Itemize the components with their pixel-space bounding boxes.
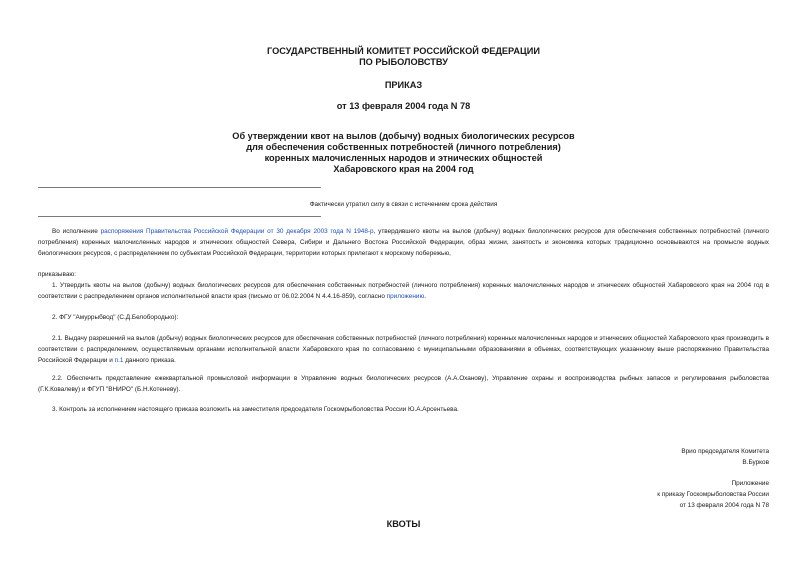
clause-2-1-end: данного приказа. xyxy=(123,357,176,365)
clause-3: 3. Контроль за исполнением настоящего приказа возложить на заместителя председателя Госкомрыболовства России Ю.А.Арсентьева. xyxy=(52,406,459,413)
clause-2: 2. ФГУ "Амуррыбвод" (С.Д.Белобородько): xyxy=(52,314,179,321)
intro-text-post: , утвердившего квоты на вылов (добычу) водных биологических ресурсов для обеспечения собственных потребностей (личного потребления) коренных малочисленных народов и этнических общностей Севера, Сибири и Дальнего Востока Российской Федерации, образ жизни, занятость и экономика которых традиционно основываются на промысле водных биологических ресурсов, с распределением по субъектам Российской Федерации, территории которых прилегают к морскому побережью, xyxy=(38,228,769,258)
appendix-block xyxy=(657,478,769,511)
clause-1-text: 1. Утвердить квоты на вылов (добычу) водных биологических ресурсов для обеспечения собственных потребностей (личного потребления) коренных малочисленных народов и этнических общностей Хабаровского края на 2004 год в соответствии с распределением органов исполнительной власти края (письмо от 06.02.2004 N 4.4.16-859), согласно xyxy=(38,282,769,301)
clause-1 xyxy=(38,280,769,302)
clause-1-link[interactable]: п.1 xyxy=(114,357,124,365)
status-note: Фактически утратил силу в связи с истечением срока действия xyxy=(309,201,498,208)
quotas-heading: КВОТЫ xyxy=(386,519,421,529)
clause-2-2: 2.2. Обеспечить представление ежеквартальной промысловой информации в Управление водных биологических ресурсов (А.А.Оханову), Управление охраны и воспроизводства рыбных запасов и регулирования рыболовства (Г.К.Ковалеву) и ФГУП "ВНИРО" (Б.Н.Котеневу). xyxy=(38,375,769,394)
clause-2-1-text: 2.1. Выдачу разрешений на вылов (добычу) водных биологических ресурсов для обеспечения собственных потребностей (личного потребления) коренных малочисленных народов и этнических общностей Хабаровского края производить в соответствии с распределением, осуществляемым органами исполнительной власти Хабаровского края по согласованию с муниципальными образованиями в объемах, соответствующих указанному выше распоряжению Правительства Российской Федерации и xyxy=(38,335,769,365)
document-title-line3: коренных малочисленных народов и этнических общностей xyxy=(264,153,543,163)
clause-2-1 xyxy=(38,333,769,367)
committee-name-line1: ГОСУДАРСТВЕННЫЙ КОМИТЕТ РОССИЙСКОЙ ФЕДЕРАЦИИ xyxy=(267,46,540,56)
appendix-reference: к приказу Госкомрыболовства России xyxy=(657,491,769,498)
signature-block xyxy=(681,446,769,468)
document-title-line2: для обеспечения собственных потребностей (личного потребления) xyxy=(246,142,561,152)
committee-name-line2: ПО РЫБОЛОВСТВУ xyxy=(359,57,448,67)
appendix-link[interactable]: приложению xyxy=(386,293,425,301)
document-date: от 13 февраля 2004 года N 78 xyxy=(336,101,471,111)
document-type: ПРИКАЗ xyxy=(384,80,423,90)
signature-name: В.Бурков xyxy=(742,459,769,466)
government-order-link[interactable]: распоряжения Правительства Российской Федерации от 30 декабря 2003 года N 1948-р xyxy=(100,228,374,235)
intro-paragraph xyxy=(38,226,769,260)
appendix-date: от 13 февраля 2004 года N 78 xyxy=(679,502,769,509)
order-word: приказываю: xyxy=(38,271,76,278)
divider-top xyxy=(38,187,321,188)
signature-position: Врио председателя Комитета xyxy=(681,448,769,455)
document-title-line4: Хабаровского края на 2004 год xyxy=(333,164,474,174)
document-title-line1: Об утверждении квот на вылов (добычу) водных биологических ресурсов xyxy=(232,131,575,141)
clause-1-end: . xyxy=(424,293,427,301)
divider-bottom xyxy=(38,216,321,217)
intro-text-pre: Во исполнение xyxy=(52,228,101,235)
appendix-label: Приложение xyxy=(731,480,769,487)
